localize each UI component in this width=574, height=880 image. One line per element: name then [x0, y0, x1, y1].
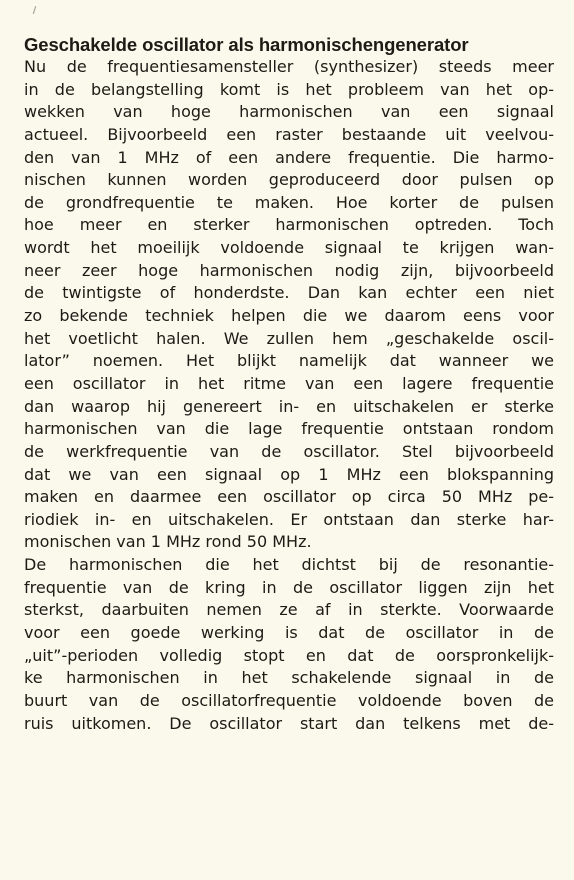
text-line: actueel. Bijvoorbeeld een raster bestaande uit veelvou- [24, 124, 554, 144]
paragraph-1 [24, 56, 554, 554]
text-line: lator” noemen. Het blijkt namelijk dat wanneer we [24, 351, 554, 371]
text-line: neer zeer hoge harmonischen nodig zijn, bijvoorbeeld [24, 260, 554, 280]
text-line: den van 1 MHz of een andere frequentie. Die harmo- [24, 147, 554, 167]
text-line: de werkfrequentie van de oscillator. Stel bijvoorbeeld [24, 441, 554, 461]
text-line: Nu de frequentiesamensteller (synthesizer) steeds meer [24, 57, 554, 76]
text-line: dat we van een signaal op 1 MHz een blokspanning [24, 464, 554, 484]
text-line: de twintigste of honderdste. Dan kan echter een niet [24, 283, 554, 303]
text-line: ke harmonischen in het schakelende signaal in de [24, 668, 554, 688]
article [24, 34, 554, 735]
text-line: wordt het moeilijk voldoende signaal te krijgen wan- [24, 238, 554, 258]
scan-mark [33, 6, 36, 14]
text-line: hoe meer en sterker harmonischen optreden. Toch [24, 215, 554, 235]
text-line: in de belangstelling komt is het probleem van het op- [24, 79, 554, 99]
text-line: zo bekende techniek helpen die we daarom eens voor [24, 306, 554, 326]
text-line: wekken van hoge harmonischen van een signaal [24, 102, 554, 122]
text-line: monischen van 1 MHz rond 50 MHz. [24, 532, 312, 552]
text-line: De harmonischen die het dichtst bij de resonantie- [24, 555, 554, 575]
text-line: een oscillator in het ritme van een lagere frequentie [24, 373, 554, 393]
text-line: nischen kunnen worden geproduceerd door pulsen op [24, 170, 554, 190]
paragraph-2 [24, 554, 554, 735]
article-heading: Geschakelde oscillator als harmonischengenerator [24, 34, 469, 55]
text-line: de grondfrequentie te maken. Hoe korter de pulsen [24, 192, 554, 212]
text-line: ruis uitkomen. De oscillator start dan telkens met de- [24, 713, 554, 733]
text-line: buurt van de oscillatorfrequentie voldoende boven de [24, 690, 554, 710]
text-line: „uit”-perioden volledig stopt en dat de oorspronkelijk- [24, 645, 554, 665]
text-line: harmonischen van die lage frequentie ontstaan rondom [24, 419, 554, 439]
text-line: frequentie van de kring in de oscillator liggen zijn het [24, 577, 554, 597]
text-line: voor een goede werking is dat de oscillator in de [24, 623, 554, 643]
text-line: het voetlicht halen. We zullen hem „geschakelde oscil- [24, 328, 554, 348]
text-line: riodiek in- en uitschakelen. Er ontstaan dan sterke har- [24, 509, 554, 529]
text-line: dan waarop hij genereert in- en uitschakelen er sterke [24, 396, 554, 416]
text-line: maken en daarmee een oscillator op circa 50 MHz pe- [24, 487, 554, 507]
text-line: sterkst, daarbuiten nemen ze af in sterkte. Voorwaarde [24, 600, 554, 620]
